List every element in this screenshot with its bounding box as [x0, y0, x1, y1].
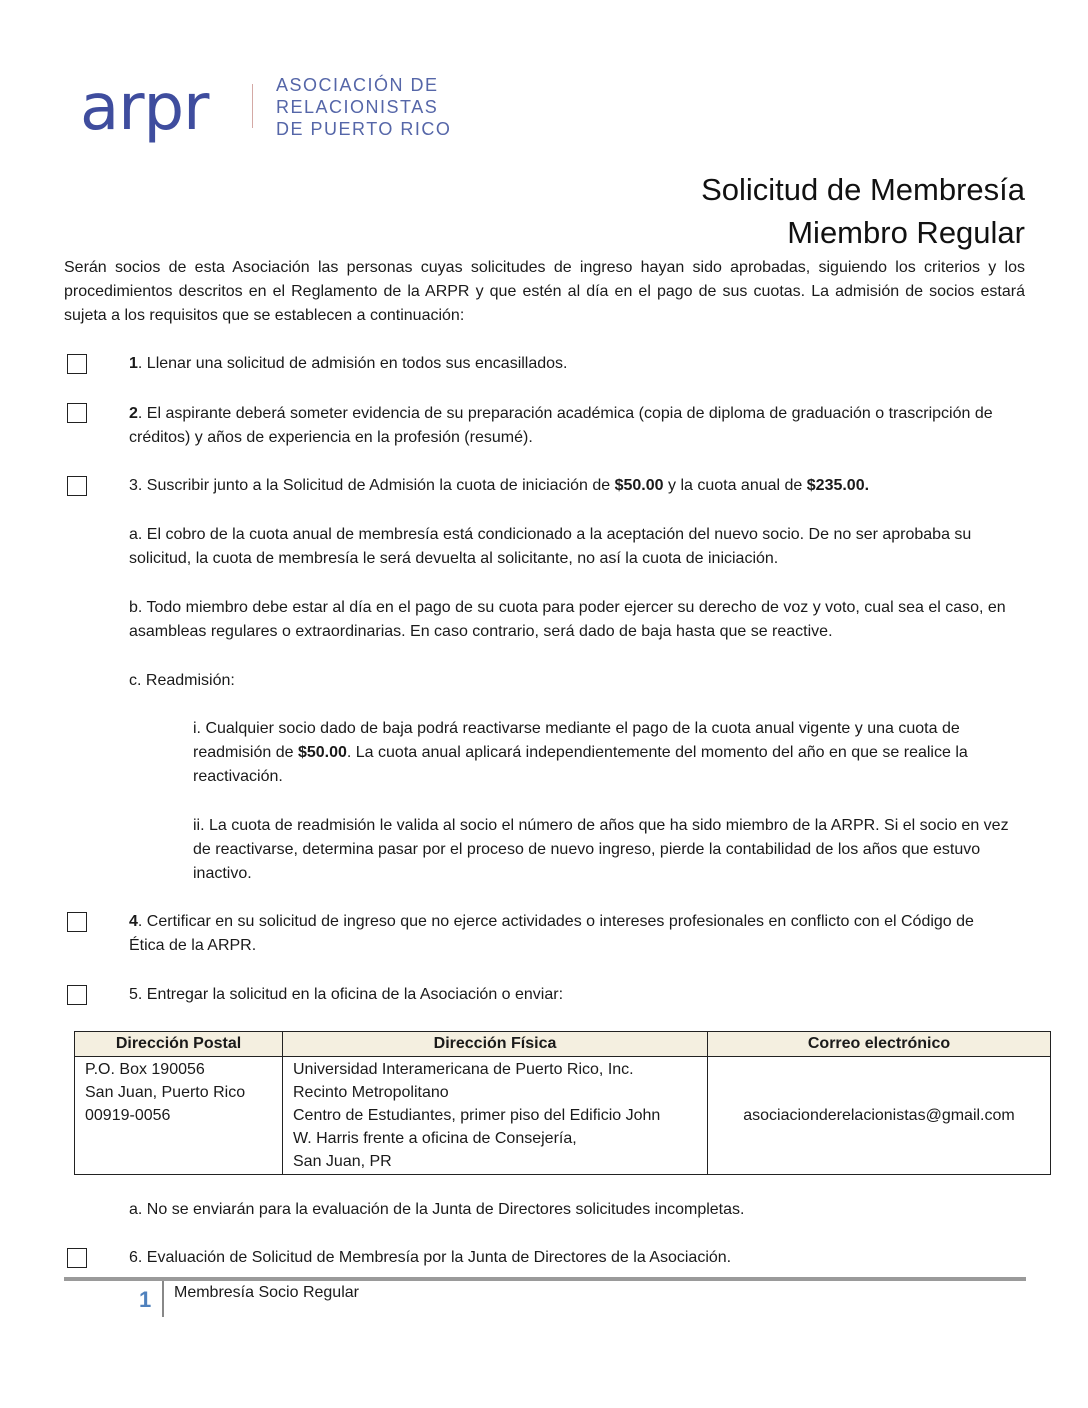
requirement-3-text-middle: y la cuota anual de [663, 477, 807, 494]
requirement-3 [129, 474, 1019, 498]
postal-line-2: San Juan, Puerto Rico [85, 1084, 246, 1101]
requirement-4-text: . Certificar en su solicitud de ingreso que no ejerce actividades o intereses profesionales en conflicto con el Código de Ética de la ARPR. [129, 913, 974, 954]
requirement-3c-ii: ii. La cuota de readmisión le valida al socio el número de años que ha sido miembro de la ARPR. Si el socio en vez de reactivarse, determina pasar por el proceso de nuevo ingreso, pierde la contabilidad de los años que estuvo inactivo. [193, 817, 1009, 882]
requirement-3-text-start: 3. Suscribir junto a la Solicitud de Admisión la cuota de iniciación de [129, 477, 615, 494]
requirement-5a: a. No se enviarán para la evaluación de la Junta de Directores solicitudes incompletas. [129, 1201, 745, 1218]
requirement-3c-i-text-start: i. Cualquier socio dado de baja podrá reactivarse mediante el pago de la cuota anual vigente y una cuota de readmisión de [193, 720, 960, 761]
requirement-4-checkbox[interactable] [67, 912, 87, 932]
physical-line-1: Universidad Interamericana de Puerto Rico, Inc. [293, 1061, 634, 1078]
requirement-5-checkbox[interactable] [67, 985, 87, 1005]
address-table [74, 1031, 1051, 1175]
footer-text: Membresía Socio Regular [174, 1284, 359, 1301]
postal-line-1: P.O. Box 190056 [85, 1061, 205, 1078]
physical-line-2: Recinto Metropolitano [293, 1084, 449, 1101]
requirement-3c: c. Readmisión: [129, 672, 235, 689]
email-cell [708, 1057, 1051, 1175]
requirement-3a: a. El cobro de la cuota anual de membresía está condicionado a la aceptación del nuevo socio. De no ser aprobaba su solicitud, la cuota de membresía le será devuelta al solicitante, no así la cuota de iniciación. [129, 526, 972, 567]
requirement-1-text: . Llenar una solicitud de admisión en todos sus encasillados. [137, 355, 568, 372]
requirement-3c-i-text-end: . La cuota anual aplicará independientemente del momento del año en que se realice la reactivación. [193, 744, 968, 785]
readmission-fee: $50.00 [297, 744, 347, 761]
logo-name-line-1: ASOCIACIÓN DE [276, 75, 439, 95]
intro-paragraph: Serán socios de esta Asociación las personas cuyas solicitudes de ingreso hayan sido aprobadas, siguiendo los criterios y los procedimientos descritos en el Reglamento de la ARPR y que estén al día en el pago de sus cuotas. La admisión de socios estará sujeta a los requisitos que se establecen a continuación: [64, 259, 1025, 324]
table-row [75, 1057, 1051, 1175]
footer-separator [162, 1281, 164, 1317]
header-email: Correo electrónico [708, 1032, 1051, 1057]
requirement-2-number: 2 [129, 405, 138, 422]
requirement-4-number: 4 [129, 913, 138, 930]
logo-name-line-3: DE PUERTO RICO [276, 119, 452, 139]
logo-name-line-2: RELACIONISTAS [276, 97, 439, 117]
logo-divider [252, 84, 253, 128]
initiation-fee: $50.00 [614, 477, 664, 494]
physical-line-3: Centro de Estudiantes, primer piso del Edificio John [293, 1107, 661, 1124]
header-physical: Dirección Física [283, 1032, 708, 1057]
requirement-3b: b. Todo miembro debe estar al día en el pago de su cuota para poder ejercer su derecho de voz y voto, cual sea el caso, en asambleas regulares o extraordinarias. En caso contrario, será dado de baja hasta que se reactive. [129, 599, 1006, 640]
logo-mark: arpr [80, 71, 209, 145]
postal-address-cell [75, 1057, 283, 1175]
email-address[interactable]: asociacionderelacionistas@gmail.com [743, 1107, 1015, 1124]
requirement-2-checkbox[interactable] [67, 403, 87, 423]
page-number: 1 [139, 1287, 152, 1312]
requirement-1-number: 1 [129, 355, 138, 372]
requirement-6-checkbox[interactable] [67, 1248, 87, 1268]
annual-fee: $235.00. [806, 477, 870, 494]
requirement-1-checkbox[interactable] [67, 354, 87, 374]
address-table-header [75, 1032, 1051, 1057]
requirement-2-text: . El aspirante deberá someter evidencia de su preparación académica (copia de diploma de graduación o trascripción de créditos) y años de experiencia en la profesión (resumé). [129, 405, 993, 446]
header-postal: Dirección Postal [75, 1032, 283, 1057]
requirement-2 [129, 402, 999, 450]
footer-divider [64, 1277, 1026, 1281]
requirement-5: 5. Entregar la solicitud en la oficina de la Asociación o enviar: [129, 986, 564, 1003]
requirement-6: 6. Evaluación de Solicitud de Membresía por la Junta de Directores de la Asociación. [129, 1249, 732, 1266]
title-line-1: Solicitud de Membresía [701, 172, 1025, 207]
logo-name [276, 74, 451, 140]
requirement-1 [129, 352, 1019, 376]
title-line-2: Miembro Regular [787, 215, 1025, 250]
requirement-4 [129, 910, 999, 958]
physical-address-cell [283, 1057, 708, 1175]
physical-line-4: W. Harris frente a oficina de Consejería, [293, 1130, 577, 1147]
page-title [701, 168, 1025, 254]
physical-line-5: San Juan, PR [293, 1153, 392, 1170]
requirement-3-checkbox[interactable] [67, 476, 87, 496]
postal-line-3: 00919-0056 [85, 1107, 171, 1124]
requirement-3c-i [193, 717, 1023, 789]
